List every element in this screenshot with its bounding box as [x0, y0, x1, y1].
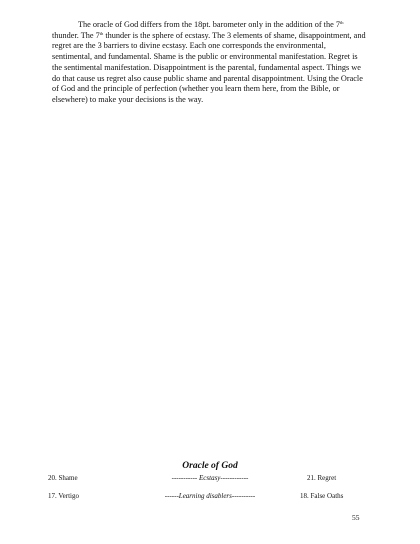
- learning-dashes-left: ------: [164, 492, 179, 500]
- vertigo-label: 17. Vertigo: [48, 492, 79, 500]
- learning-dashes-right: ----------: [231, 492, 256, 500]
- paragraph-text-2: thunder. The 7: [52, 30, 100, 40]
- paragraph-text-1: The oracle of God differs from the 18pt. barometer only in the addition of the 7: [78, 20, 340, 29]
- ordinal-superscript-1: th: [339, 20, 344, 25]
- ecstasy-dashes-right: ------------: [220, 474, 249, 482]
- regret-label: 21. Regret: [307, 474, 337, 482]
- oracle-title: Oracle of God: [182, 461, 238, 471]
- learning-disablers-label: Learning disablers: [178, 492, 232, 500]
- ordinal-superscript-2: th: [99, 30, 104, 36]
- shame-label: 20. Shame: [48, 474, 78, 482]
- ecstasy-connector: [0, 474, 420, 482]
- body-paragraph: [52, 20, 368, 106]
- ecstasy-label: Ecstasy: [199, 474, 221, 482]
- page-number: 55: [352, 513, 360, 522]
- learning-disablers-connector: [0, 492, 420, 500]
- paragraph-text-3: thunder is the sphere of ecstasy. The 3 elements of shame, disappointment, and regret are the 3 barriers to divine ecstasy. Each one corresponds the environmental, sentimental, and fundamental. Shame is the public or environmental manifestation. Regret is the sentimental manifestation. Disappointment is the parental, fundamental aspect. Things we do that cause us regret also cause public shame and parental disappointment. Using the Oracle of God and the principle of perfection (whether you learn them here, from the Bible, or elsewhere) to make your decisions is the way.: [52, 30, 366, 104]
- ecstasy-dashes-left: -----------: [171, 474, 200, 482]
- false-oaths-label: 18. False Oaths: [300, 492, 344, 500]
